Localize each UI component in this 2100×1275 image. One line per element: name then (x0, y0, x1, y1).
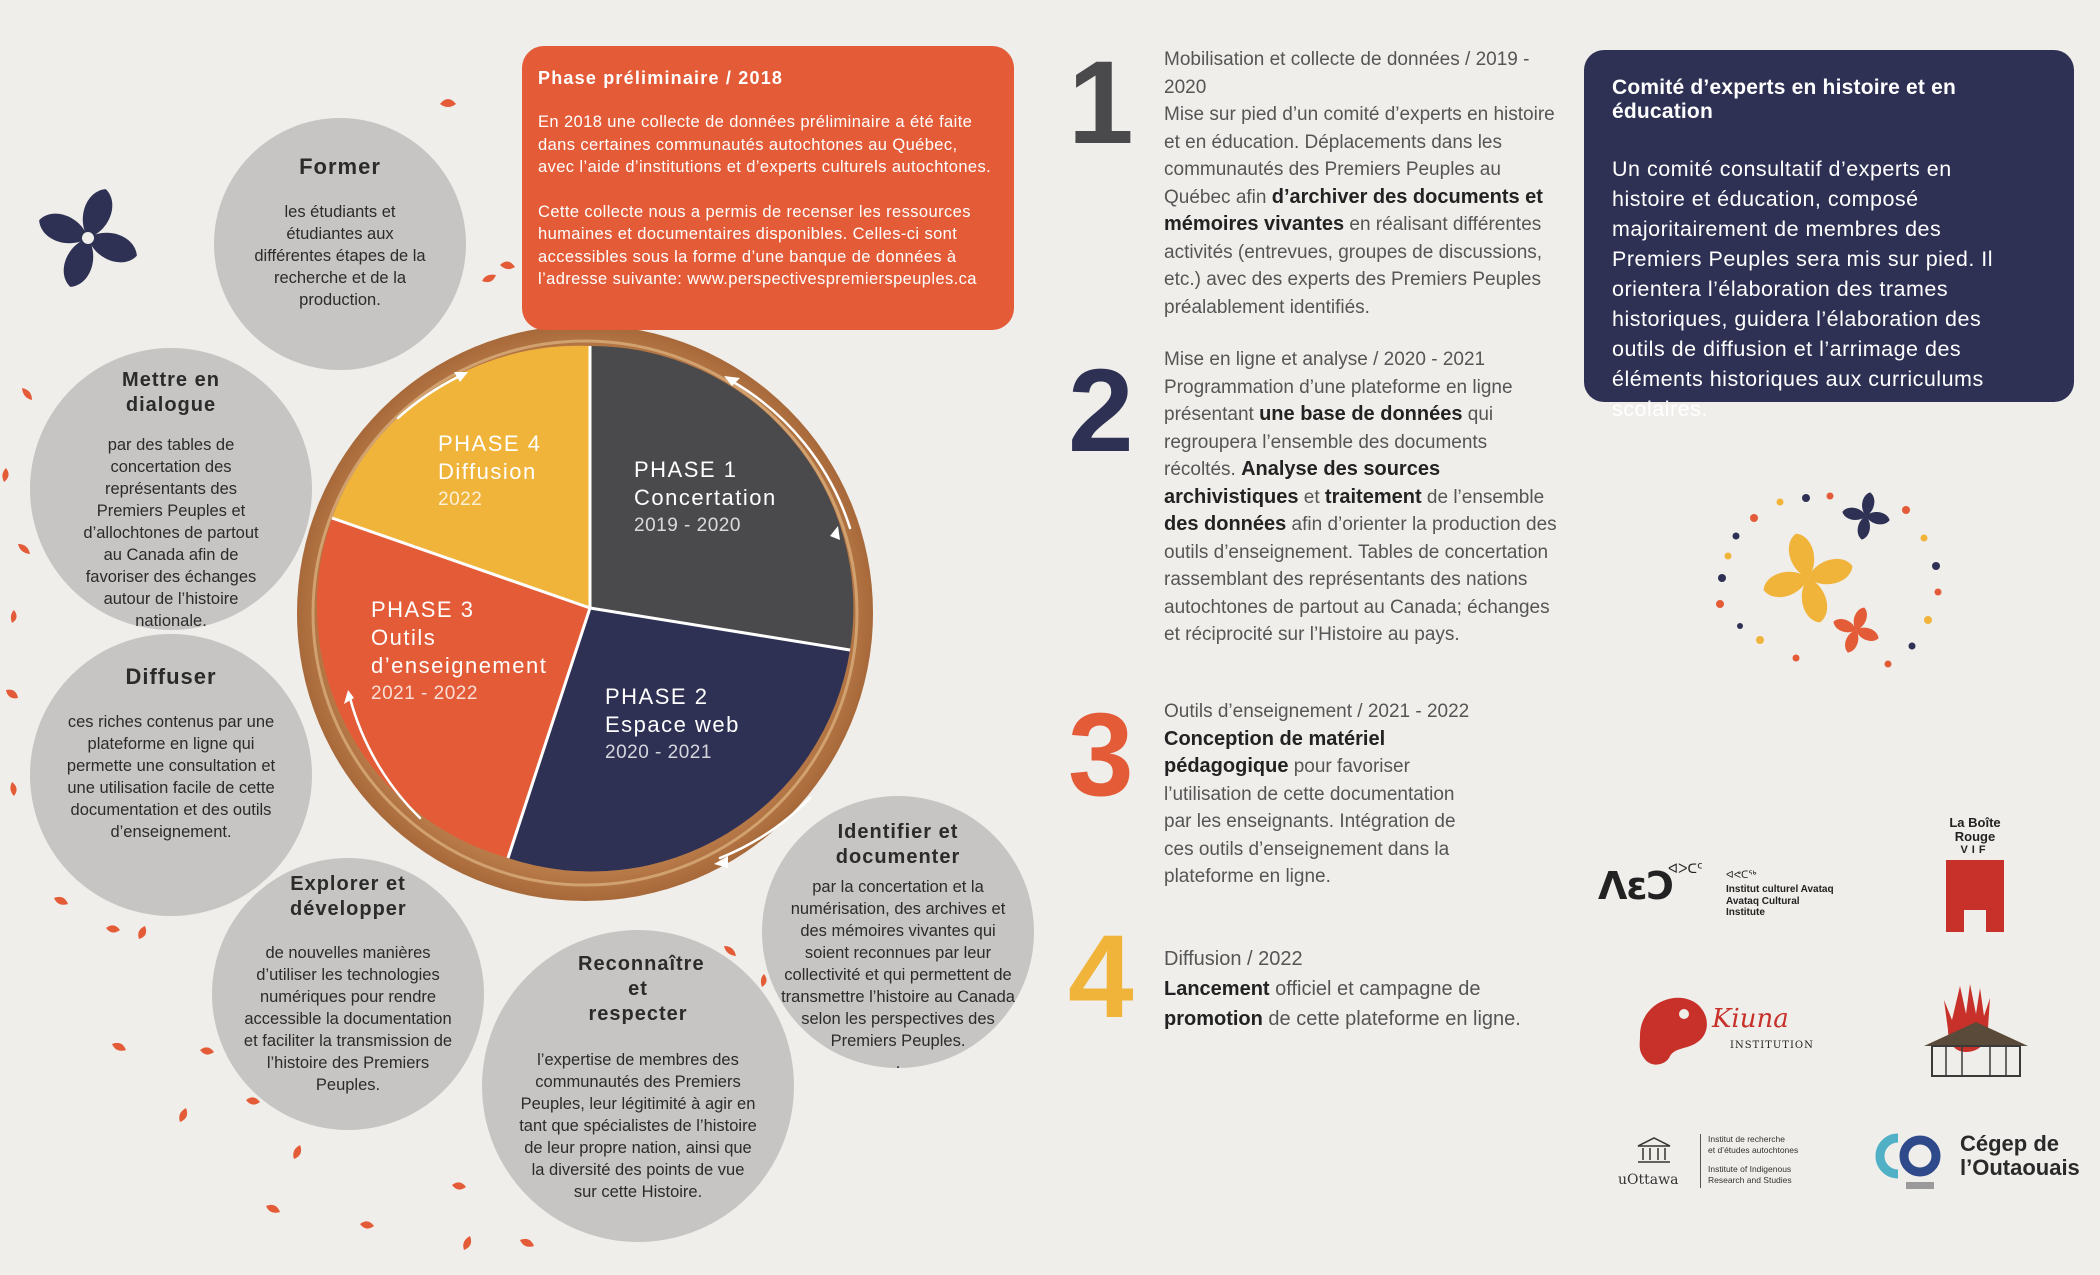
step-2-b1: une base de données (1259, 403, 1463, 425)
step-4-text (1164, 944, 1584, 1034)
cegep-line1: Cégep de (1960, 1131, 2060, 1156)
flower-cluster (1700, 480, 1960, 680)
uottawa-divider (1700, 1134, 1701, 1188)
boite-line2: Rouge (1954, 829, 1996, 844)
bubble-dialogue-title: Mettre en dialogue (122, 369, 220, 416)
boite-rouge-logo (1940, 816, 2010, 946)
bubble-dialogue (30, 348, 312, 630)
prelim-p1: En 2018 une collecte de données préliminaire a été faite dans certaines communautés autochtones au Québec, avec l’aide d’institutions et d’experts culturels autochtones. (538, 113, 992, 176)
phase4-title: Diffusion (438, 459, 537, 484)
phase2-name: PHASE 2 (605, 684, 709, 709)
irea-fr-2: et d’études autochtones (1708, 1145, 1799, 1155)
bubble-diffuser-title: Diffuser (125, 664, 217, 689)
step-3-head: Outils d’enseignement / 2021 - 2022 (1164, 701, 1470, 722)
step-4-b1: Lancement (1164, 978, 1270, 1000)
kiuna-logo (1630, 986, 1820, 1076)
phase1-years: 2019 - 2020 (634, 515, 741, 536)
prelim-p2: Cette collecte nous a permis de recenser les ressources humaines et documentaires disponibles. Celles-ci sont accessibles sous la forme d’une banque de données à l’adresse suivante: www.perspectivespremierspeuples.ca (538, 202, 977, 288)
comite-body: Un comité consultatif d’experts en histoire et éducation, composé majoritairement de membres des Premiers Peuples sera mis sur pied. Il orientera l’élaboration des trames historiques, guidera l’élaboration des outils de diffusion et l’arrimage des éléments historiques aux curriculums scolaires. (1612, 157, 1994, 421)
phase2-years: 2020 - 2021 (605, 742, 712, 763)
step-4-head: Diffusion / 2022 (1164, 948, 1303, 970)
irea-fr-1: Institut de recherche (1708, 1134, 1786, 1144)
irea-en-2: Research and Studies (1708, 1175, 1792, 1185)
step-4-c: officiel et campagne de (1269, 978, 1481, 1000)
yellow-flower-icon (1752, 522, 1865, 635)
step-4-b2: promotion (1164, 1008, 1263, 1030)
phase2-title: Espace web (605, 712, 740, 737)
phase3-name: PHASE 3 (371, 597, 475, 622)
avataq-line2: Institut culturel Avataq (1726, 884, 1834, 895)
comite-title: Comité d’experts en histoire et en éducation (1612, 76, 1957, 123)
avataq-line1: ᐊᕙᑕᖅ (1726, 870, 1757, 881)
bubble-former (214, 118, 466, 370)
bubble-former-title: Former (299, 154, 381, 179)
step-4-d: de cette plateforme en ligne. (1262, 1008, 1521, 1030)
phase1-name: PHASE 1 (634, 457, 738, 482)
step-2-c: qui regroupera l’ensemble des documents récoltés. (1164, 404, 1494, 480)
step-2-b3: traitement (1324, 485, 1422, 508)
kiuna-word: Kiuna (1712, 1004, 1789, 1034)
bubble-reconnaitre-desc: l’expertise de membres des communautés des Premiers Peuples, leur légitimité à agir en tant que spécialistes de l’histoire de leur propre nation, ainsi que la diversité des points de vue sur cette Histoire. (519, 1051, 757, 1201)
irea-en-1: Institute of Indigenous (1708, 1164, 1792, 1174)
uottawa-word: uOttawa (1618, 1172, 1679, 1188)
step-1-c: en réalisant différentes activités (entrevues, groupes de discussions, etc.) avec des experts des Premiers Peuples préalablement identifiés. (1164, 214, 1543, 318)
bubble-identifier-desc: par la concertation et la numérisation, des archives et des mémoires vivantes qui soient reconnues par leur collectivité et qui permettent de transmettre l’histoire au Canada selon les perspectives des Premiers Peuples. (781, 878, 1015, 1050)
avataq-logo (1598, 860, 1838, 920)
phase2-label (605, 683, 740, 767)
bubble-explorer-desc: de nouvelles manières d’utiliser les technologies numériques pour rendre accessible la documentation et faciliter la transmission de l’histoire des Premiers Peuples. (243, 944, 453, 1094)
phase1-label (634, 456, 777, 540)
bubble-identifier-title: Identifier et documenter (835, 821, 961, 868)
comite-box (1584, 50, 2074, 421)
bubble-explorer (212, 858, 484, 1130)
step-2-head: Mise en ligne et analyse / 2020 - 2021 (1164, 349, 1486, 370)
cegep-line2: l’Outaouais (1960, 1155, 2080, 1180)
boite-line3: VIF (1960, 844, 1990, 856)
step-3-number: 3 (1068, 689, 1134, 821)
bubble-dialogue-desc: par des tables de concertation des représentants des Premiers Peuples et d’allochtones de partout au Canada afin de favoriser des échanges autour de l’histoire nationale. (83, 436, 259, 630)
step-2-a: Programmation d’une plateforme en ligne présentant (1164, 376, 1513, 425)
step-2-b2: Analyse des sources archivistiques (1164, 458, 1441, 508)
step-1-number: 1 (1068, 37, 1134, 169)
navy-flower-icon (21, 171, 154, 304)
phase3-title-2: d’enseignement (371, 653, 548, 678)
phase3-title-1: Outils (371, 625, 437, 650)
kiuna-institution: INSTITUTION (1730, 1040, 1814, 1051)
phase1-title: Concertation (634, 485, 777, 510)
bubble-former-desc: les étudiants et étudiantes aux différentes étapes de la recherche et de la production. (254, 203, 426, 309)
step-4-number: 4 (1068, 911, 1134, 1043)
phase3-label (371, 596, 547, 708)
bubble-identifier-trail: . (895, 1054, 901, 1072)
kiuna-bird-icon (1630, 986, 1720, 1076)
bubble-identifier (762, 796, 1034, 1072)
cegep-logo (1870, 1128, 2090, 1198)
navy-small-flower-icon (1838, 488, 1894, 544)
step-1-text (1164, 46, 1564, 321)
hand-house-logo (1916, 976, 2036, 1086)
step-2-f: afin d’orienter la production des outils d’enseignement. Tables de concertation rassemblant des représentants des nations autochtones de partout au Canada; échanges et réciprocité sur l’Histoire au pays. (1164, 514, 1557, 645)
phase4-years: 2022 (438, 489, 483, 510)
step-1-head: Mobilisation et collecte de données / 2019 - 2020 (1164, 49, 1530, 98)
avataq-line3: Avataq Cultural Institute (1726, 896, 1800, 918)
step-3-c: pour favoriser l’utilisation de cette documentation par les enseignants. Intégration de ces outils d’enseignement dans la plateforme en ligne. (1164, 756, 1456, 887)
step-3-b1: Conception de matériel pédagogique (1164, 727, 1386, 777)
avataq-mark: ᐊᐳᑕᑦ (1668, 862, 1703, 877)
orange-small-flower-icon (1825, 599, 1887, 661)
uottawa-building-icon (1634, 1136, 1674, 1166)
step-3-text (1164, 698, 1474, 891)
step-2-b4: des données (1164, 513, 1287, 535)
step-2-d: et (1298, 486, 1325, 508)
boite-rouge-mark-icon (1940, 856, 2010, 936)
step-1-a: Mise sur pied d’un comité d’experts en histoire et en éducation. Déplacements dans les communautés des Premiers Peuples au Québec afin (1164, 104, 1555, 208)
boite-line1: La Boîte (1949, 815, 2001, 830)
step-1-b1: d’archiver des documents et mémoires vivantes (1164, 185, 1543, 235)
prelim-title: Phase préliminaire / 2018 (538, 68, 784, 88)
cegep-co-mark-icon (1870, 1128, 1946, 1194)
phase3-years: 2021 - 2022 (371, 683, 478, 704)
avataq-wordmark: ɅɛƆ (1598, 864, 1674, 908)
bubble-diffuser-desc: ces riches contenus par une plateforme en ligne qui permette une consultation et une utilisation facile de cette documentation et des outils d’enseignement. (66, 713, 276, 841)
bubble-reconnaitre (482, 930, 794, 1242)
step-2-e: de l’ensemble (1421, 486, 1545, 508)
bubble-reconnaitre-title: Reconnaître et respecter (578, 953, 705, 1025)
bubble-explorer-title: Explorer et développer (290, 873, 407, 920)
step-2-text (1164, 346, 1564, 649)
phase4-name: PHASE 4 (438, 431, 542, 456)
phase4-label (438, 430, 541, 514)
uottawa-logo (1614, 1132, 1824, 1194)
step-2-number: 2 (1068, 345, 1134, 477)
prelim-box (522, 46, 1014, 330)
